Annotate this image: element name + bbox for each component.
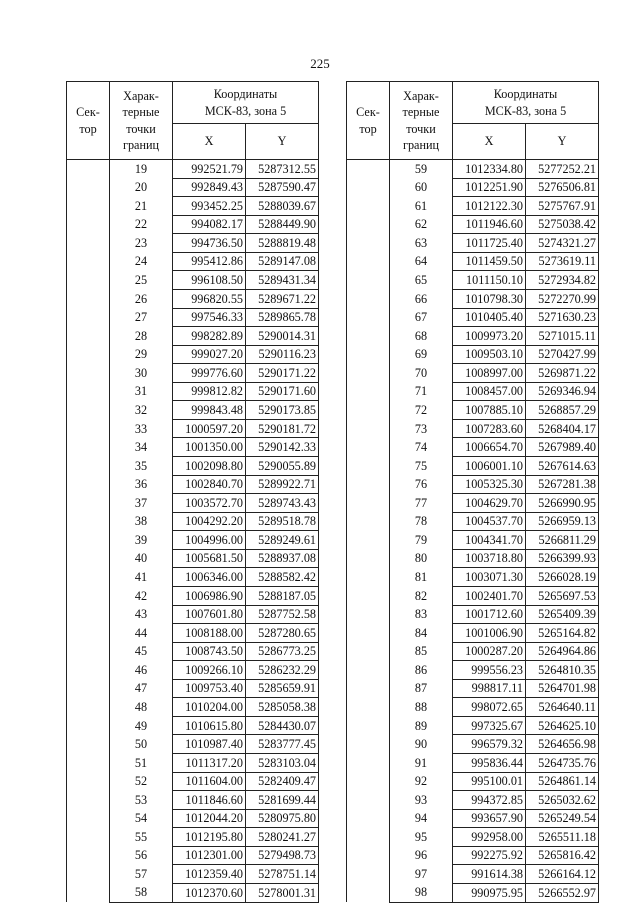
- point-number: 40: [110, 549, 173, 568]
- x-coordinate: 1001006.90: [453, 624, 526, 643]
- x-coordinate: 1005681.50: [173, 549, 246, 568]
- point-number: 71: [390, 382, 453, 401]
- x-coordinate: 1006346.00: [173, 568, 246, 587]
- point-number: 34: [110, 438, 173, 457]
- y-header: Y: [526, 124, 599, 160]
- y-coordinate: 5290181.72: [246, 419, 319, 438]
- y-coordinate: 5265697.53: [526, 586, 599, 605]
- x-coordinate: 1003572.70: [173, 494, 246, 513]
- y-coordinate: 5277252.21: [526, 160, 599, 179]
- y-coordinate: 5289431.34: [246, 271, 319, 290]
- point-number: 85: [390, 642, 453, 661]
- x-coordinate: 1010798.30: [453, 289, 526, 308]
- sector-cell: [67, 160, 110, 903]
- y-header: Y: [246, 124, 319, 160]
- y-coordinate: 5284430.07: [246, 716, 319, 735]
- y-coordinate: 5276506.81: [526, 178, 599, 197]
- point-number: 21: [110, 197, 173, 216]
- point-number: 77: [390, 494, 453, 513]
- y-coordinate: 5267614.63: [526, 457, 599, 476]
- x-coordinate: 1003071.30: [453, 568, 526, 587]
- y-coordinate: 5265816.42: [526, 846, 599, 865]
- points-header: Харак- терные точки границ: [110, 82, 173, 160]
- x-coordinate: 1008743.50: [173, 642, 246, 661]
- y-coordinate: 5265164.82: [526, 624, 599, 643]
- x-coordinate: 1007283.60: [453, 419, 526, 438]
- y-coordinate: 5279498.73: [246, 846, 319, 865]
- x-coordinate: 999843.48: [173, 401, 246, 420]
- point-number: 87: [390, 679, 453, 698]
- y-coordinate: 5267989.40: [526, 438, 599, 457]
- point-number: 37: [110, 494, 173, 513]
- point-number: 76: [390, 475, 453, 494]
- y-coordinate: 5285659.91: [246, 679, 319, 698]
- point-number: 97: [390, 865, 453, 884]
- x-coordinate: 1007601.80: [173, 605, 246, 624]
- coordinates-header: Координаты МСК-83, зона 5: [453, 82, 599, 124]
- point-number: 53: [110, 791, 173, 810]
- y-coordinate: 5266552.97: [526, 883, 599, 902]
- point-number: 46: [110, 661, 173, 680]
- y-coordinate: 5266811.29: [526, 531, 599, 550]
- y-coordinate: 5265249.54: [526, 809, 599, 828]
- x-coordinate: 998072.65: [453, 698, 526, 717]
- x-coordinate: 997546.33: [173, 308, 246, 327]
- point-number: 43: [110, 605, 173, 624]
- point-number: 74: [390, 438, 453, 457]
- point-number: 25: [110, 271, 173, 290]
- y-coordinate: 5266990.95: [526, 494, 599, 513]
- y-coordinate: 5264861.14: [526, 772, 599, 791]
- y-coordinate: 5286232.29: [246, 661, 319, 680]
- x-coordinate: 1010615.80: [173, 716, 246, 735]
- y-coordinate: 5290055.89: [246, 457, 319, 476]
- y-coordinate: 5287590.47: [246, 178, 319, 197]
- points-header: Харак- терные точки границ: [390, 82, 453, 160]
- y-coordinate: 5266164.12: [526, 865, 599, 884]
- y-coordinate: 5274321.27: [526, 234, 599, 253]
- y-coordinate: 5264656.98: [526, 735, 599, 754]
- x-coordinate: 1010405.40: [453, 308, 526, 327]
- point-number: 24: [110, 252, 173, 271]
- x-coordinate: 1002098.80: [173, 457, 246, 476]
- y-coordinate: 5288449.90: [246, 215, 319, 234]
- point-number: 93: [390, 791, 453, 810]
- y-coordinate: 5265511.18: [526, 828, 599, 847]
- coordinates-table-right: [346, 81, 599, 903]
- point-number: 98: [390, 883, 453, 902]
- point-number: 56: [110, 846, 173, 865]
- y-coordinate: 5283103.04: [246, 754, 319, 773]
- x-coordinate: 990975.95: [453, 883, 526, 902]
- x-coordinate: 1012334.80: [453, 160, 526, 179]
- x-coordinate: 999812.82: [173, 382, 246, 401]
- x-coordinate: 1012251.90: [453, 178, 526, 197]
- x-coordinate: 1012370.60: [173, 883, 246, 902]
- y-coordinate: 5264735.76: [526, 754, 599, 773]
- x-coordinate: 1004292.20: [173, 512, 246, 531]
- y-coordinate: 5289743.43: [246, 494, 319, 513]
- x-coordinate: 1008997.00: [453, 364, 526, 383]
- y-coordinate: 5275038.42: [526, 215, 599, 234]
- point-number: 90: [390, 735, 453, 754]
- x-coordinate: 1000287.20: [453, 642, 526, 661]
- y-coordinate: 5266399.93: [526, 549, 599, 568]
- point-number: 78: [390, 512, 453, 531]
- point-number: 26: [110, 289, 173, 308]
- x-coordinate: 1004629.70: [453, 494, 526, 513]
- y-coordinate: 5289865.78: [246, 308, 319, 327]
- point-number: 36: [110, 475, 173, 494]
- y-coordinate: 5271015.11: [526, 327, 599, 346]
- x-coordinate: 1010204.00: [173, 698, 246, 717]
- x-coordinate: 1007885.10: [453, 401, 526, 420]
- x-coordinate: 1006654.70: [453, 438, 526, 457]
- y-coordinate: 5264810.35: [526, 661, 599, 680]
- y-coordinate: 5290171.60: [246, 382, 319, 401]
- x-coordinate: 993657.90: [453, 809, 526, 828]
- point-number: 84: [390, 624, 453, 643]
- point-number: 51: [110, 754, 173, 773]
- x-coordinate: 998282.89: [173, 327, 246, 346]
- point-number: 66: [390, 289, 453, 308]
- point-number: 50: [110, 735, 173, 754]
- y-coordinate: 5268857.29: [526, 401, 599, 420]
- x-coordinate: 997325.67: [453, 716, 526, 735]
- y-coordinate: 5290173.85: [246, 401, 319, 420]
- y-coordinate: 5266028.19: [526, 568, 599, 587]
- x-coordinate: 1002840.70: [173, 475, 246, 494]
- x-coordinate: 991614.38: [453, 865, 526, 884]
- y-coordinate: 5290142.33: [246, 438, 319, 457]
- x-coordinate: 1003718.80: [453, 549, 526, 568]
- y-coordinate: 5265409.39: [526, 605, 599, 624]
- point-number: 86: [390, 661, 453, 680]
- y-coordinate: 5289518.78: [246, 512, 319, 531]
- x-coordinate: 994082.17: [173, 215, 246, 234]
- x-coordinate: 1009753.40: [173, 679, 246, 698]
- y-coordinate: 5289922.71: [246, 475, 319, 494]
- y-coordinate: 5272270.99: [526, 289, 599, 308]
- y-coordinate: 5285058.38: [246, 698, 319, 717]
- table-row: [67, 160, 319, 179]
- point-number: 65: [390, 271, 453, 290]
- x-coordinate: 1011604.00: [173, 772, 246, 791]
- x-coordinate: 1008457.00: [453, 382, 526, 401]
- point-number: 59: [390, 160, 453, 179]
- y-coordinate: 5267281.38: [526, 475, 599, 494]
- y-coordinate: 5271630.23: [526, 308, 599, 327]
- point-number: 27: [110, 308, 173, 327]
- point-number: 32: [110, 401, 173, 420]
- y-coordinate: 5286773.25: [246, 642, 319, 661]
- point-number: 62: [390, 215, 453, 234]
- y-coordinate: 5270427.99: [526, 345, 599, 364]
- y-coordinate: 5264964.86: [526, 642, 599, 661]
- y-coordinate: 5269346.94: [526, 382, 599, 401]
- point-number: 44: [110, 624, 173, 643]
- y-coordinate: 5272934.82: [526, 271, 599, 290]
- point-number: 79: [390, 531, 453, 550]
- y-coordinate: 5290014.31: [246, 327, 319, 346]
- x-coordinate: 996579.32: [453, 735, 526, 754]
- page-number: 225: [310, 56, 330, 71]
- y-coordinate: 5287312.55: [246, 160, 319, 179]
- point-number: 94: [390, 809, 453, 828]
- y-coordinate: 5281699.44: [246, 791, 319, 810]
- y-coordinate: 5280241.27: [246, 828, 319, 847]
- y-coordinate: 5288937.08: [246, 549, 319, 568]
- point-number: 38: [110, 512, 173, 531]
- y-coordinate: 5273619.11: [526, 252, 599, 271]
- x-coordinate: 996820.55: [173, 289, 246, 308]
- x-coordinate: 999027.20: [173, 345, 246, 364]
- point-number: 47: [110, 679, 173, 698]
- point-number: 72: [390, 401, 453, 420]
- point-number: 39: [110, 531, 173, 550]
- point-number: 64: [390, 252, 453, 271]
- x-coordinate: 1006986.90: [173, 586, 246, 605]
- x-coordinate: 1012122.30: [453, 197, 526, 216]
- x-coordinate: 1012301.00: [173, 846, 246, 865]
- y-coordinate: 5269871.22: [526, 364, 599, 383]
- table-row: [347, 160, 599, 179]
- x-coordinate: 1011459.50: [453, 252, 526, 271]
- x-coordinate: 1005325.30: [453, 475, 526, 494]
- y-coordinate: 5287280.65: [246, 624, 319, 643]
- point-number: 82: [390, 586, 453, 605]
- x-header: X: [453, 124, 526, 160]
- point-number: 30: [110, 364, 173, 383]
- y-coordinate: 5275767.91: [526, 197, 599, 216]
- point-number: 92: [390, 772, 453, 791]
- x-coordinate: 1001350.00: [173, 438, 246, 457]
- point-number: 83: [390, 605, 453, 624]
- x-coordinate: 1011846.60: [173, 791, 246, 810]
- coordinates-header: Координаты МСК-83, зона 5: [173, 82, 319, 124]
- y-coordinate: 5288187.05: [246, 586, 319, 605]
- y-coordinate: 5265032.62: [526, 791, 599, 810]
- x-coordinate: 1009503.10: [453, 345, 526, 364]
- x-coordinate: 1008188.00: [173, 624, 246, 643]
- x-coordinate: 1009973.20: [453, 327, 526, 346]
- y-coordinate: 5264640.11: [526, 698, 599, 717]
- x-coordinate: 1006001.10: [453, 457, 526, 476]
- x-coordinate: 1012044.20: [173, 809, 246, 828]
- y-coordinate: 5289671.22: [246, 289, 319, 308]
- x-coordinate: 994736.50: [173, 234, 246, 253]
- x-coordinate: 1004996.00: [173, 531, 246, 550]
- point-number: 49: [110, 716, 173, 735]
- point-number: 35: [110, 457, 173, 476]
- y-coordinate: 5288039.67: [246, 197, 319, 216]
- point-number: 69: [390, 345, 453, 364]
- point-number: 73: [390, 419, 453, 438]
- x-header: X: [173, 124, 246, 160]
- point-number: 68: [390, 327, 453, 346]
- x-coordinate: 1001712.60: [453, 605, 526, 624]
- x-coordinate: 996108.50: [173, 271, 246, 290]
- x-coordinate: 999556.23: [453, 661, 526, 680]
- point-number: 55: [110, 828, 173, 847]
- x-coordinate: 1011725.40: [453, 234, 526, 253]
- point-number: 95: [390, 828, 453, 847]
- y-coordinate: 5282409.47: [246, 772, 319, 791]
- y-coordinate: 5278001.31: [246, 883, 319, 902]
- x-coordinate: 992958.00: [453, 828, 526, 847]
- point-number: 81: [390, 568, 453, 587]
- point-number: 31: [110, 382, 173, 401]
- x-coordinate: 1004341.70: [453, 531, 526, 550]
- point-number: 70: [390, 364, 453, 383]
- x-coordinate: 992849.43: [173, 178, 246, 197]
- x-coordinate: 992275.92: [453, 846, 526, 865]
- point-number: 67: [390, 308, 453, 327]
- x-coordinate: 1011317.20: [173, 754, 246, 773]
- point-number: 19: [110, 160, 173, 179]
- point-number: 28: [110, 327, 173, 346]
- x-coordinate: 994372.85: [453, 791, 526, 810]
- x-coordinate: 1011150.10: [453, 271, 526, 290]
- x-coordinate: 995412.86: [173, 252, 246, 271]
- y-coordinate: 5290171.22: [246, 364, 319, 383]
- point-number: 29: [110, 345, 173, 364]
- point-number: 42: [110, 586, 173, 605]
- x-coordinate: 999776.60: [173, 364, 246, 383]
- sector-cell: [347, 160, 390, 903]
- point-number: 60: [390, 178, 453, 197]
- point-number: 33: [110, 419, 173, 438]
- point-number: 57: [110, 865, 173, 884]
- y-coordinate: 5287752.58: [246, 605, 319, 624]
- y-coordinate: 5290116.23: [246, 345, 319, 364]
- y-coordinate: 5264701.98: [526, 679, 599, 698]
- point-number: 54: [110, 809, 173, 828]
- y-coordinate: 5278751.14: [246, 865, 319, 884]
- y-coordinate: 5283777.45: [246, 735, 319, 754]
- point-number: 20: [110, 178, 173, 197]
- y-coordinate: 5268404.17: [526, 419, 599, 438]
- x-coordinate: 1010987.40: [173, 735, 246, 754]
- point-number: 22: [110, 215, 173, 234]
- point-number: 88: [390, 698, 453, 717]
- x-coordinate: 1009266.10: [173, 661, 246, 680]
- point-number: 91: [390, 754, 453, 773]
- point-number: 96: [390, 846, 453, 865]
- point-number: 41: [110, 568, 173, 587]
- y-coordinate: 5288582.42: [246, 568, 319, 587]
- y-coordinate: 5266959.13: [526, 512, 599, 531]
- point-number: 63: [390, 234, 453, 253]
- x-coordinate: 995100.01: [453, 772, 526, 791]
- coordinates-table-left: [66, 81, 319, 903]
- point-number: 89: [390, 716, 453, 735]
- x-coordinate: 1012359.40: [173, 865, 246, 884]
- x-coordinate: 1004537.70: [453, 512, 526, 531]
- y-coordinate: 5289249.61: [246, 531, 319, 550]
- x-coordinate: 1012195.80: [173, 828, 246, 847]
- x-coordinate: 993452.25: [173, 197, 246, 216]
- point-number: 58: [110, 883, 173, 902]
- x-coordinate: 1011946.60: [453, 215, 526, 234]
- y-coordinate: 5264625.10: [526, 716, 599, 735]
- sector-header: Сек- тор: [67, 82, 110, 160]
- point-number: 80: [390, 549, 453, 568]
- y-coordinate: 5288819.48: [246, 234, 319, 253]
- y-coordinate: 5280975.80: [246, 809, 319, 828]
- x-coordinate: 1000597.20: [173, 419, 246, 438]
- sector-header: Сек- тор: [347, 82, 390, 160]
- point-number: 75: [390, 457, 453, 476]
- x-coordinate: 998817.11: [453, 679, 526, 698]
- x-coordinate: 992521.79: [173, 160, 246, 179]
- point-number: 48: [110, 698, 173, 717]
- x-coordinate: 1002401.70: [453, 586, 526, 605]
- y-coordinate: 5289147.08: [246, 252, 319, 271]
- point-number: 52: [110, 772, 173, 791]
- x-coordinate: 995836.44: [453, 754, 526, 773]
- point-number: 61: [390, 197, 453, 216]
- point-number: 45: [110, 642, 173, 661]
- point-number: 23: [110, 234, 173, 253]
